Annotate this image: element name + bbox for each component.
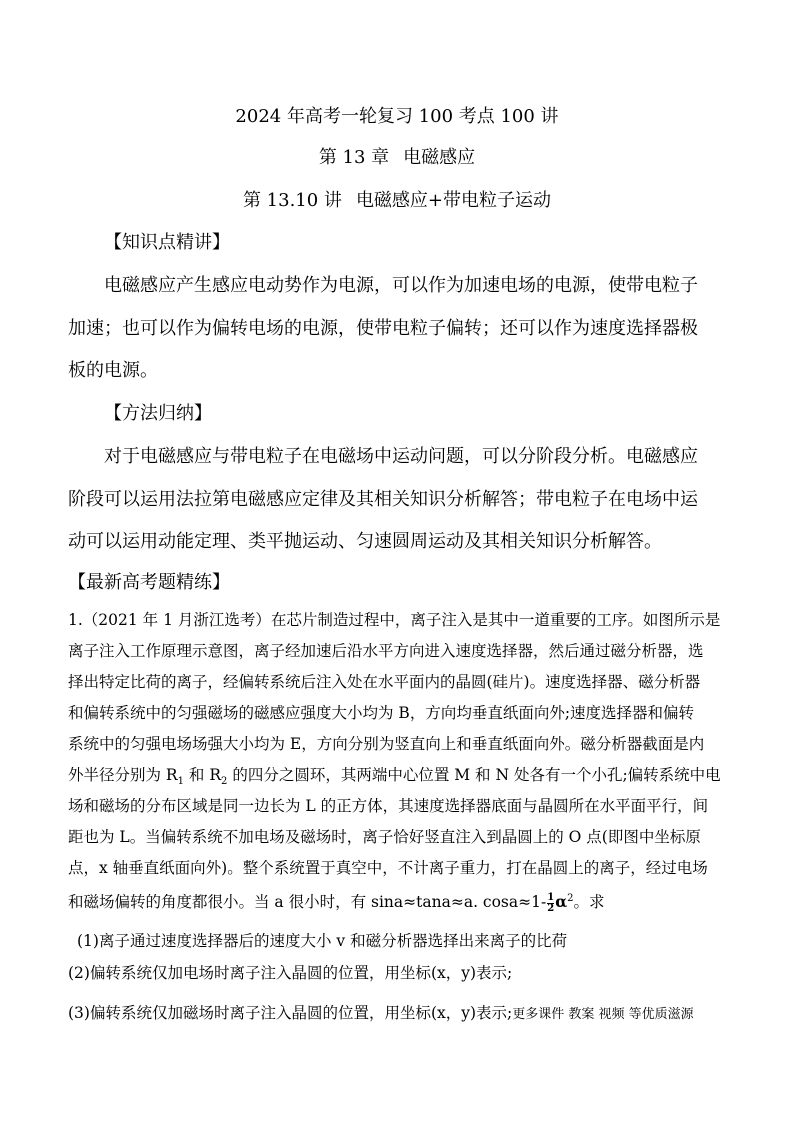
lecture-name: 电磁感应+带电粒子运动 <box>355 190 552 211</box>
text-run: 外半径分别为 R <box>68 766 178 784</box>
fraction-half <box>547 893 554 914</box>
lecture-heading <box>0 189 794 213</box>
chapter-number: 第 13 章 <box>318 147 390 168</box>
knowledge-line: 电磁感应产生感应电动势作为电源，可以作为加速电场的电源，使带电粒子 <box>104 275 698 296</box>
method-line: 对于电磁感应与带电粒子在电磁场中运动问题，可以分阶段分析。电磁感应 <box>104 446 698 467</box>
subscript-1: 1 <box>177 776 184 788</box>
fraction-denominator: 2 <box>547 902 555 914</box>
problem-line: 和偏转系统中的匀强磁场的磁感应强度大小均为 B，方向均垂直纸面向外;速度选择器和偏转 <box>68 704 695 722</box>
problem-line: 离子注入工作原理示意图，离子经加速后沿水平方向进入速度选择器，然后通过磁分析器，选 <box>68 642 704 660</box>
fraction-numerator: 1 <box>547 891 555 903</box>
knowledge-line: 加速；也可以作为偏转电场的电源，使带电粒子偏转；还可以作为速度选择器极 <box>68 318 698 339</box>
text-run: (3)偏转系统仅加磁场时离子注入晶圆的位置，用坐标(x，y)表示; <box>68 1004 513 1022</box>
problem-line-approx <box>68 888 605 914</box>
problem-line: 择出特定比荷的离子，经偏转系统后注入处在水平面内的晶圆(硅片)。速度选择器、磁分析器 <box>68 673 701 691</box>
text-run: 的四分之圆环，其两端中心位置 M 和 N 处各有一个小孔;偏转系统中电 <box>227 766 721 784</box>
problem-line: 1.（2021 年 1 月浙江选考）在芯片制造过程中，离子注入是其中一道重要的工序。如图所示是 <box>68 611 721 629</box>
problem-line: 点，x 轴垂直纸面向外)。整个系统置于真空中，不计离子重力，打在晶圆上的离子，经过电场 <box>68 859 708 877</box>
promo-text: 更多课件 教案 视频 等优质滋源 <box>512 1007 694 1022</box>
exam-heading: 【最新高考题精练】 <box>68 572 230 593</box>
superscript-2: 2 <box>567 893 574 904</box>
problem-line: 系统中的匀强电场场强大小均为 E，方向分别为竖直向上和垂直纸面向外。磁分析器截面是内 <box>68 735 705 753</box>
text-run: 。求 <box>573 893 605 912</box>
problem-line: 距也为 L。当偏转系统不加电场及磁场时，离子恰好竖直注入到晶圆上的 O 点(即图中坐标原 <box>68 828 701 846</box>
knowledge-heading: 【知识点精讲】 <box>104 232 230 253</box>
problem-line: 场和磁场的分布区域是同一边长为 L 的正方体，其速度选择器底面与晶圆所在水平面平行，间 <box>68 797 709 815</box>
question-1: (1)离子通过速度选择器后的速度大小 v 和磁分析器选择出来离子的比荷 <box>77 932 568 950</box>
knowledge-line: 板的电源。 <box>68 360 158 381</box>
text-run: 和 R <box>183 766 222 784</box>
chapter-heading <box>0 146 794 170</box>
method-heading: 【方法归纳】 <box>104 403 212 424</box>
subscript-2: 2 <box>221 776 228 788</box>
question-2: (2)偏转系统仅加电场时离子注入晶圆的位置，用坐标(x，y)表示; <box>68 964 513 982</box>
doc-title: 2024 年高考一轮复习 100 考点 100 讲 <box>235 106 559 127</box>
alpha-symbol: α <box>555 892 568 912</box>
question-3 <box>68 1002 694 1026</box>
text-run: 和磁场偏转的角度都很小。当 a 很小时，有 sina≈tana≈a. cosa≈1- <box>68 893 547 912</box>
method-line: 阶段可以运用法拉第电磁感应定律及其相关知识分析解答；带电粒子在电场中运 <box>68 489 698 510</box>
method-line: 动可以运用动能定理、类平抛运动、匀速圆周运动及其相关知识分析解答。 <box>68 531 662 552</box>
lecture-number: 第 13.10 讲 <box>242 190 342 211</box>
problem-line-radii <box>68 764 721 793</box>
chapter-name: 电磁感应 <box>403 147 476 168</box>
